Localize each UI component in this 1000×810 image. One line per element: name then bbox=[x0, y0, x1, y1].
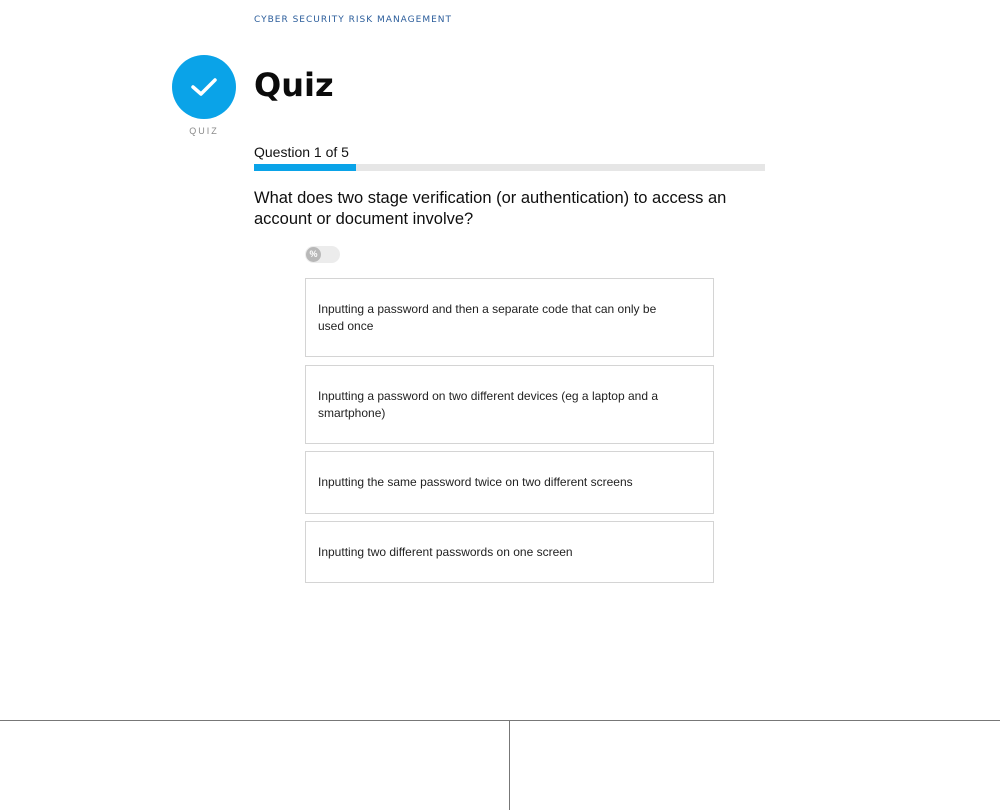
footer-divider-vertical bbox=[509, 720, 510, 810]
page-title: Quiz bbox=[254, 66, 334, 104]
quiz-badge-label: QUIZ bbox=[189, 126, 219, 136]
progress-bar bbox=[254, 164, 765, 171]
answer-option-3[interactable] bbox=[305, 451, 714, 514]
answer-option-4[interactable] bbox=[305, 521, 714, 583]
percent-icon: % bbox=[306, 247, 321, 262]
checkmark-icon bbox=[189, 75, 219, 99]
answer-option-label: Inputting a password on two different devices (eg a laptop and a smartphone) bbox=[318, 388, 659, 420]
course-title: CYBER SECURITY RISK MANAGEMENT bbox=[254, 15, 453, 25]
answer-option-2[interactable] bbox=[305, 365, 714, 444]
progress-label: Question 1 of 5 bbox=[254, 144, 349, 160]
footer-divider-horizontal bbox=[0, 720, 1000, 721]
answer-option-label: Inputting two different passwords on one screen bbox=[318, 544, 573, 559]
answer-option-label: Inputting a password and then a separate code that can only be used once bbox=[318, 301, 657, 333]
question-text: What does two stage verification (or authentication) to access an account or document involve? bbox=[254, 189, 727, 228]
percentage-toggle[interactable] bbox=[305, 246, 340, 263]
quiz-badge bbox=[172, 55, 236, 119]
progress-bar-fill bbox=[254, 164, 356, 171]
answer-option-label: Inputting the same password twice on two different screens bbox=[318, 475, 633, 489]
answer-option-1[interactable] bbox=[305, 278, 714, 357]
